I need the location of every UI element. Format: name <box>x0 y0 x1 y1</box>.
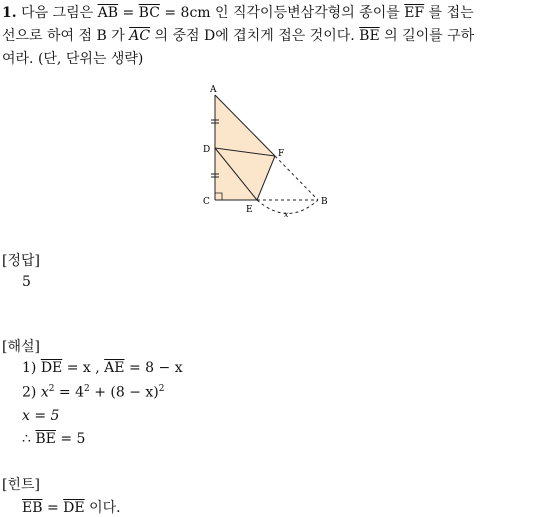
hint-header: [힌트] <box>2 477 40 493</box>
question-line-3: 여라. (단, 단위는 생략) <box>2 51 144 67</box>
label-e: E <box>246 205 253 215</box>
answer-header: [정답] <box>2 253 40 269</box>
label-a: A <box>210 85 217 95</box>
explanation-line-1: 1) $\overline{DE} = x$ , $\overline{AE} = 8 - x$ <box>22 360 183 376</box>
label-c: C <box>203 197 210 207</box>
segment-ab: $\overline{AB}$ <box>97 5 119 21</box>
explanation-line-4: ∴ $\overline{BE} = 5$ <box>22 431 86 447</box>
shaded-region-lower <box>215 148 275 200</box>
segment-bc: $\overline{BC}$ <box>138 5 160 21</box>
explanation-header: [해설] <box>2 339 40 355</box>
answer-value: 5 <box>22 274 31 290</box>
hint-line: $\overline{EB} = \overline{DE}$ 이다. <box>22 500 121 516</box>
explanation-line-3: x = 5 <box>22 408 60 424</box>
segment-be: $\overline{BE}$ <box>359 28 380 44</box>
question-line-2: 선으로 하여 점 B 가 $\overline{AC}$ 의 중점 D에 겹치게 접은 것이다. $\overline{BE}$ 의 길이를 구하 <box>2 28 475 44</box>
triangle-figure <box>198 82 338 222</box>
question-number: 1. <box>2 5 17 21</box>
question-line-1: 1. 다음 그림은 $\overline{AB} = \overline{BC} = 8cm$ 인 직각이등변삼각형의 종이를 $\overline{EF}$ 를 접는 <box>2 5 474 21</box>
label-f: F <box>278 149 285 159</box>
label-x: x <box>284 210 289 219</box>
segment-ac: $\overline{AC}$ <box>129 28 151 44</box>
segment-ef: $\overline{EF}$ <box>404 5 425 21</box>
label-b: B <box>321 197 328 207</box>
explanation-line-2: 2) $x^2 = 4^2 + (8 - x)^2$ <box>22 384 165 401</box>
label-d: D <box>203 145 211 155</box>
